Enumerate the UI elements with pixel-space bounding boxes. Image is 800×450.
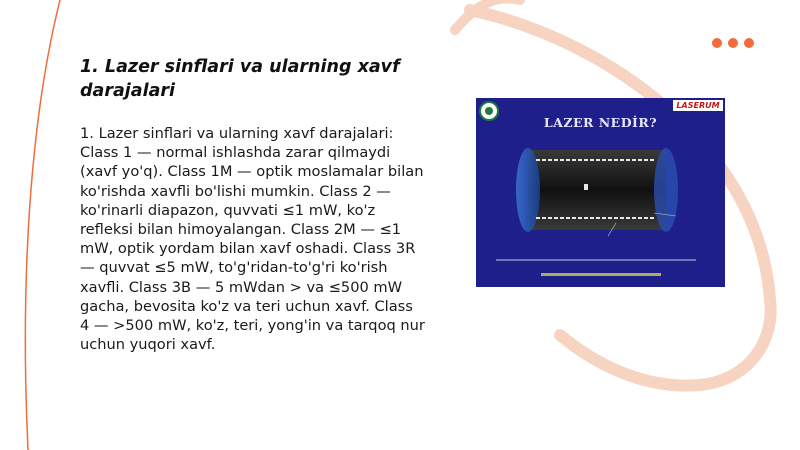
slide-caption bbox=[476, 269, 725, 281]
slide-title: LAZER NEDİR? bbox=[543, 115, 658, 130]
three-dots-icon bbox=[712, 38, 754, 48]
slide-footnote bbox=[496, 257, 696, 263]
right-mirror bbox=[654, 148, 678, 232]
page-title: 1. Lazer sinflari va ularning xavf darajalari bbox=[80, 57, 400, 101]
beam-center bbox=[584, 184, 588, 190]
brand-logo: LASERUM bbox=[673, 100, 723, 111]
dot bbox=[744, 38, 754, 48]
body-paragraph: 1. Lazer sinflari va ularning xavf darajalari: Class 1 — normal ishlashda zarar qilmaydi (xavf yo'q). Class 1M — optik moslamalar bilan ko'rishda xavfli bo'lishi mumkin. Class 2 — ko'rinarli diapazon, quvvati ≤1 mW, ko'z refleksi bilan himoyalangan. Class 2M — ≤1 mW, optik yordam bilan xavf oshadi. Class 3R — quvvat ≤5 mW, to'g'ridan-to'g'ri ko'rish xavfli. Class 3B — 5 mWdan > va ≤500 mW gacha, bevosita ko'z va teri uchun xavf. Class 4 — >500 mW, ko'z, teri, yong'in va tarqoq nur uchun yuqori xavf. bbox=[80, 125, 425, 354]
decorative-line-left bbox=[25, 0, 60, 450]
dot bbox=[712, 38, 722, 48]
laser-slide-image bbox=[476, 98, 725, 287]
dot bbox=[728, 38, 738, 48]
